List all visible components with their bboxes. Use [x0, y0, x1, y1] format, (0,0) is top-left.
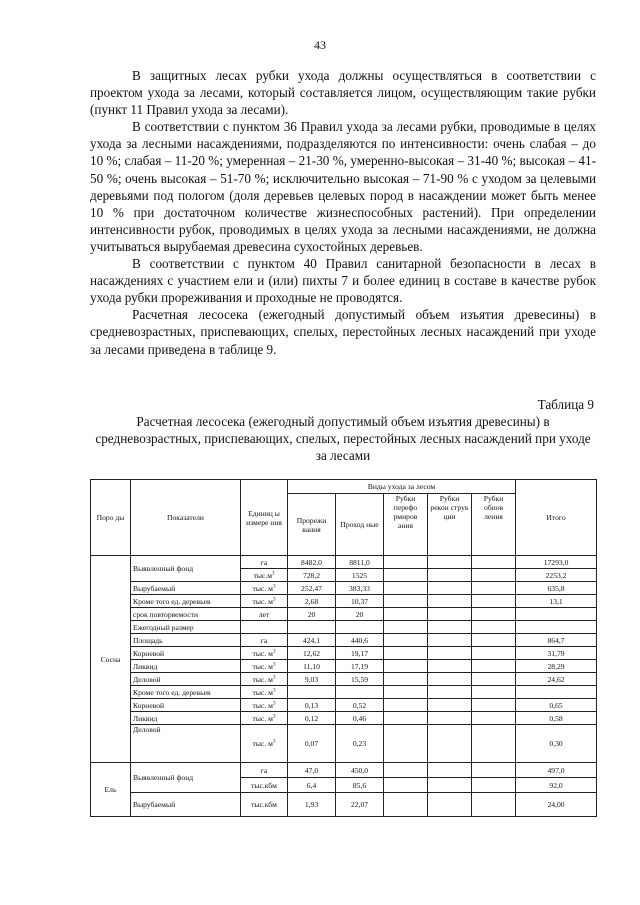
- header-care-types: Виды ухода за лесом: [288, 480, 516, 494]
- passage-cell: 0,52: [336, 699, 384, 712]
- passage-cell: 383,33: [336, 582, 384, 595]
- page-number: 43: [314, 38, 326, 52]
- header-reform: Рубки перефо рмиров ания: [384, 494, 428, 556]
- unit-cell: тыс.кбм: [241, 778, 288, 793]
- passage-cell: 0,46: [336, 712, 384, 725]
- indicator-cell: Выявленный фонд: [131, 763, 241, 793]
- header-renewal: Рубки обнов ления: [472, 494, 516, 556]
- paragraph: В защитных лесах рубки ухода должны осуществляться в соответствии с проектом ухода за лесами, который составляется лицом, осуществляющим такие рубки (пункт 11 Правил ухода за лесами).: [90, 68, 596, 118]
- unit-cell: $тыс.м^3$: [241, 569, 288, 582]
- indicator-cell: Ликвид: [131, 660, 241, 673]
- header-reconstruction: Рубки рекон струк ции: [428, 494, 472, 556]
- unit-cell: тыс. $м^3$: [241, 686, 288, 699]
- thinning-cell: 8482,0: [288, 556, 336, 569]
- indicator-cell: Вырубаемый: [131, 793, 241, 817]
- thinning-cell: 424,1: [288, 634, 336, 647]
- indicator-cell: Кроме того ед. деревьев: [131, 595, 241, 608]
- unit-cell: тыс. $м^3$: [241, 660, 288, 673]
- allowable-cut-table: [90, 479, 597, 817]
- indicator-cell: Вырубаемый: [131, 582, 241, 595]
- species-pine: Сосна: [91, 556, 131, 763]
- header-species: Поро ды: [91, 480, 131, 556]
- total-cell: 31,79: [516, 647, 597, 660]
- total-cell: 0,58: [516, 712, 597, 725]
- indicator-cell: Деловой: [131, 673, 241, 686]
- unit-cell: тыс. $м^3$: [241, 595, 288, 608]
- thinning-cell: 0,12: [288, 712, 336, 725]
- thinning-cell: 252,47: [288, 582, 336, 595]
- total-cell: 864,7: [516, 634, 597, 647]
- species-spruce: Ель: [91, 763, 131, 817]
- paragraph: Расчетная лесосека (ежегодный допустимый объем изъятия древесины) в средневозрастных, приспевающих, спелых, перестойных лесных насаждений при уходе за лесами приведена в таблице 9.: [90, 307, 596, 357]
- thinning-cell: 6,4: [288, 778, 336, 793]
- body-text: [90, 67, 596, 358]
- header-unit: Единиц ы измере ния: [241, 480, 288, 556]
- unit-cell: га: [241, 556, 288, 569]
- indicator-cell: Выявленный фонд: [131, 556, 241, 582]
- indicator-cell: Корневой: [131, 647, 241, 660]
- header-thinning: Прорежи вания: [288, 494, 336, 556]
- unit-cell: тыс.кбм: [241, 793, 288, 817]
- thinning-cell: 9,03: [288, 673, 336, 686]
- passage-cell: 19,17: [336, 647, 384, 660]
- pine-section: [91, 556, 597, 763]
- unit-cell: тыс. $м^3$: [241, 725, 288, 763]
- passage-cell: 10,37: [336, 595, 384, 608]
- passage-cell: 15,59: [336, 673, 384, 686]
- total-cell: 92,0: [516, 778, 597, 793]
- thinning-cell: 2,68: [288, 595, 336, 608]
- passage-cell: 0,23: [336, 725, 384, 763]
- spruce-section: [91, 763, 597, 817]
- unit-cell: лет: [241, 608, 288, 621]
- indicator-cell: Площадь: [131, 634, 241, 647]
- thinning-cell: 11,10: [288, 660, 336, 673]
- indicator-cell: срок повторяемости: [131, 608, 241, 621]
- paragraph: В соответствии с пунктом 36 Правил ухода за лесами рубки, проводимые в целях ухода за лесными насаждениями, подразделяются по интенсивности: очень слабая – до 10 %; слабая – 11-20 %; умеренная – 21-30 %, умеренно-высокая – 31-40 %; высокая – 41-50 %; очень высокая – 51-70 %; исключительно высокая – 71-90 % с уходом за целевыми деревьями под пологом (доля деревьев целевых пород в насаждении может быть менее 10 % при достаточном количестве жизнеспособных растений). При определении интенсивности рубок, проводимых в целях ухода за лесными насаждениями, не должна учитываться вырубаемая древесина сухостойных деревьев.: [90, 119, 596, 254]
- indicator-cell: Деловой: [131, 725, 241, 763]
- total-cell: 24,00: [516, 793, 597, 817]
- passage-cell: 17,19: [336, 660, 384, 673]
- thinning-cell: 47,0: [288, 763, 336, 778]
- unit-cell: га: [241, 763, 288, 778]
- thinning-cell: 0,13: [288, 699, 336, 712]
- header-total: Итого: [516, 480, 597, 556]
- thinning-cell: 12,62: [288, 647, 336, 660]
- passage-cell: 1525: [336, 569, 384, 582]
- unit-cell: тыс. $м^3$: [241, 582, 288, 595]
- total-cell: 635,8: [516, 582, 597, 595]
- table-title: Расчетная лесосека (ежегодный допустимый объем изъятия древесины) в средневозрастных, приспевающих, спелых, перестойных лесных насаждений при уходе за лесами: [95, 414, 591, 464]
- passage-cell: 20: [336, 608, 384, 621]
- total-cell: 0,30: [516, 725, 597, 763]
- unit-cell: тыс. $м^3$: [241, 647, 288, 660]
- passage-cell: 440,6: [336, 634, 384, 647]
- total-cell: 0,65: [516, 699, 597, 712]
- total-cell: [516, 608, 597, 621]
- indicator-cell: Кроме того ед. деревьев: [131, 686, 241, 699]
- total-cell: 24,62: [516, 673, 597, 686]
- indicator-cell: Ликвид: [131, 712, 241, 725]
- passage-cell: 450,0: [336, 763, 384, 778]
- passage-cell: 8811,0: [336, 556, 384, 569]
- thinning-cell: 728,2: [288, 569, 336, 582]
- unit-cell: тыс. $м^3$: [241, 673, 288, 686]
- unit-cell: га: [241, 634, 288, 647]
- header-indicator: Показатели: [131, 480, 241, 556]
- thinning-cell: 20: [288, 608, 336, 621]
- thinning-cell: 1,93: [288, 793, 336, 817]
- total-cell: 13,1: [516, 595, 597, 608]
- indicator-cell: Ежегодный размер: [131, 621, 241, 634]
- indicator-cell: Корневой: [131, 699, 241, 712]
- thinning-cell: 0,07: [288, 725, 336, 763]
- table-label: Таблица 9: [537, 397, 594, 412]
- unit-cell: тыс. $м^3$: [241, 699, 288, 712]
- total-cell: 17293,0: [516, 556, 597, 569]
- total-cell: 497,0: [516, 763, 597, 778]
- total-cell: 28,29: [516, 660, 597, 673]
- header-passage: Проход ные: [336, 494, 384, 556]
- total-cell: 2253,2: [516, 569, 597, 582]
- paragraph: В соответствии с пунктом 40 Правил санитарной безопасности в лесах в насаждениях с участием ели и (или) пихты 7 и более единиц в составе в качестве рубок ухода рубки прореживания и проходные не проводятся.: [90, 256, 596, 306]
- passage-cell: 85,6: [336, 778, 384, 793]
- passage-cell: 22,07: [336, 793, 384, 817]
- unit-cell: тыс. $м^3$: [241, 712, 288, 725]
